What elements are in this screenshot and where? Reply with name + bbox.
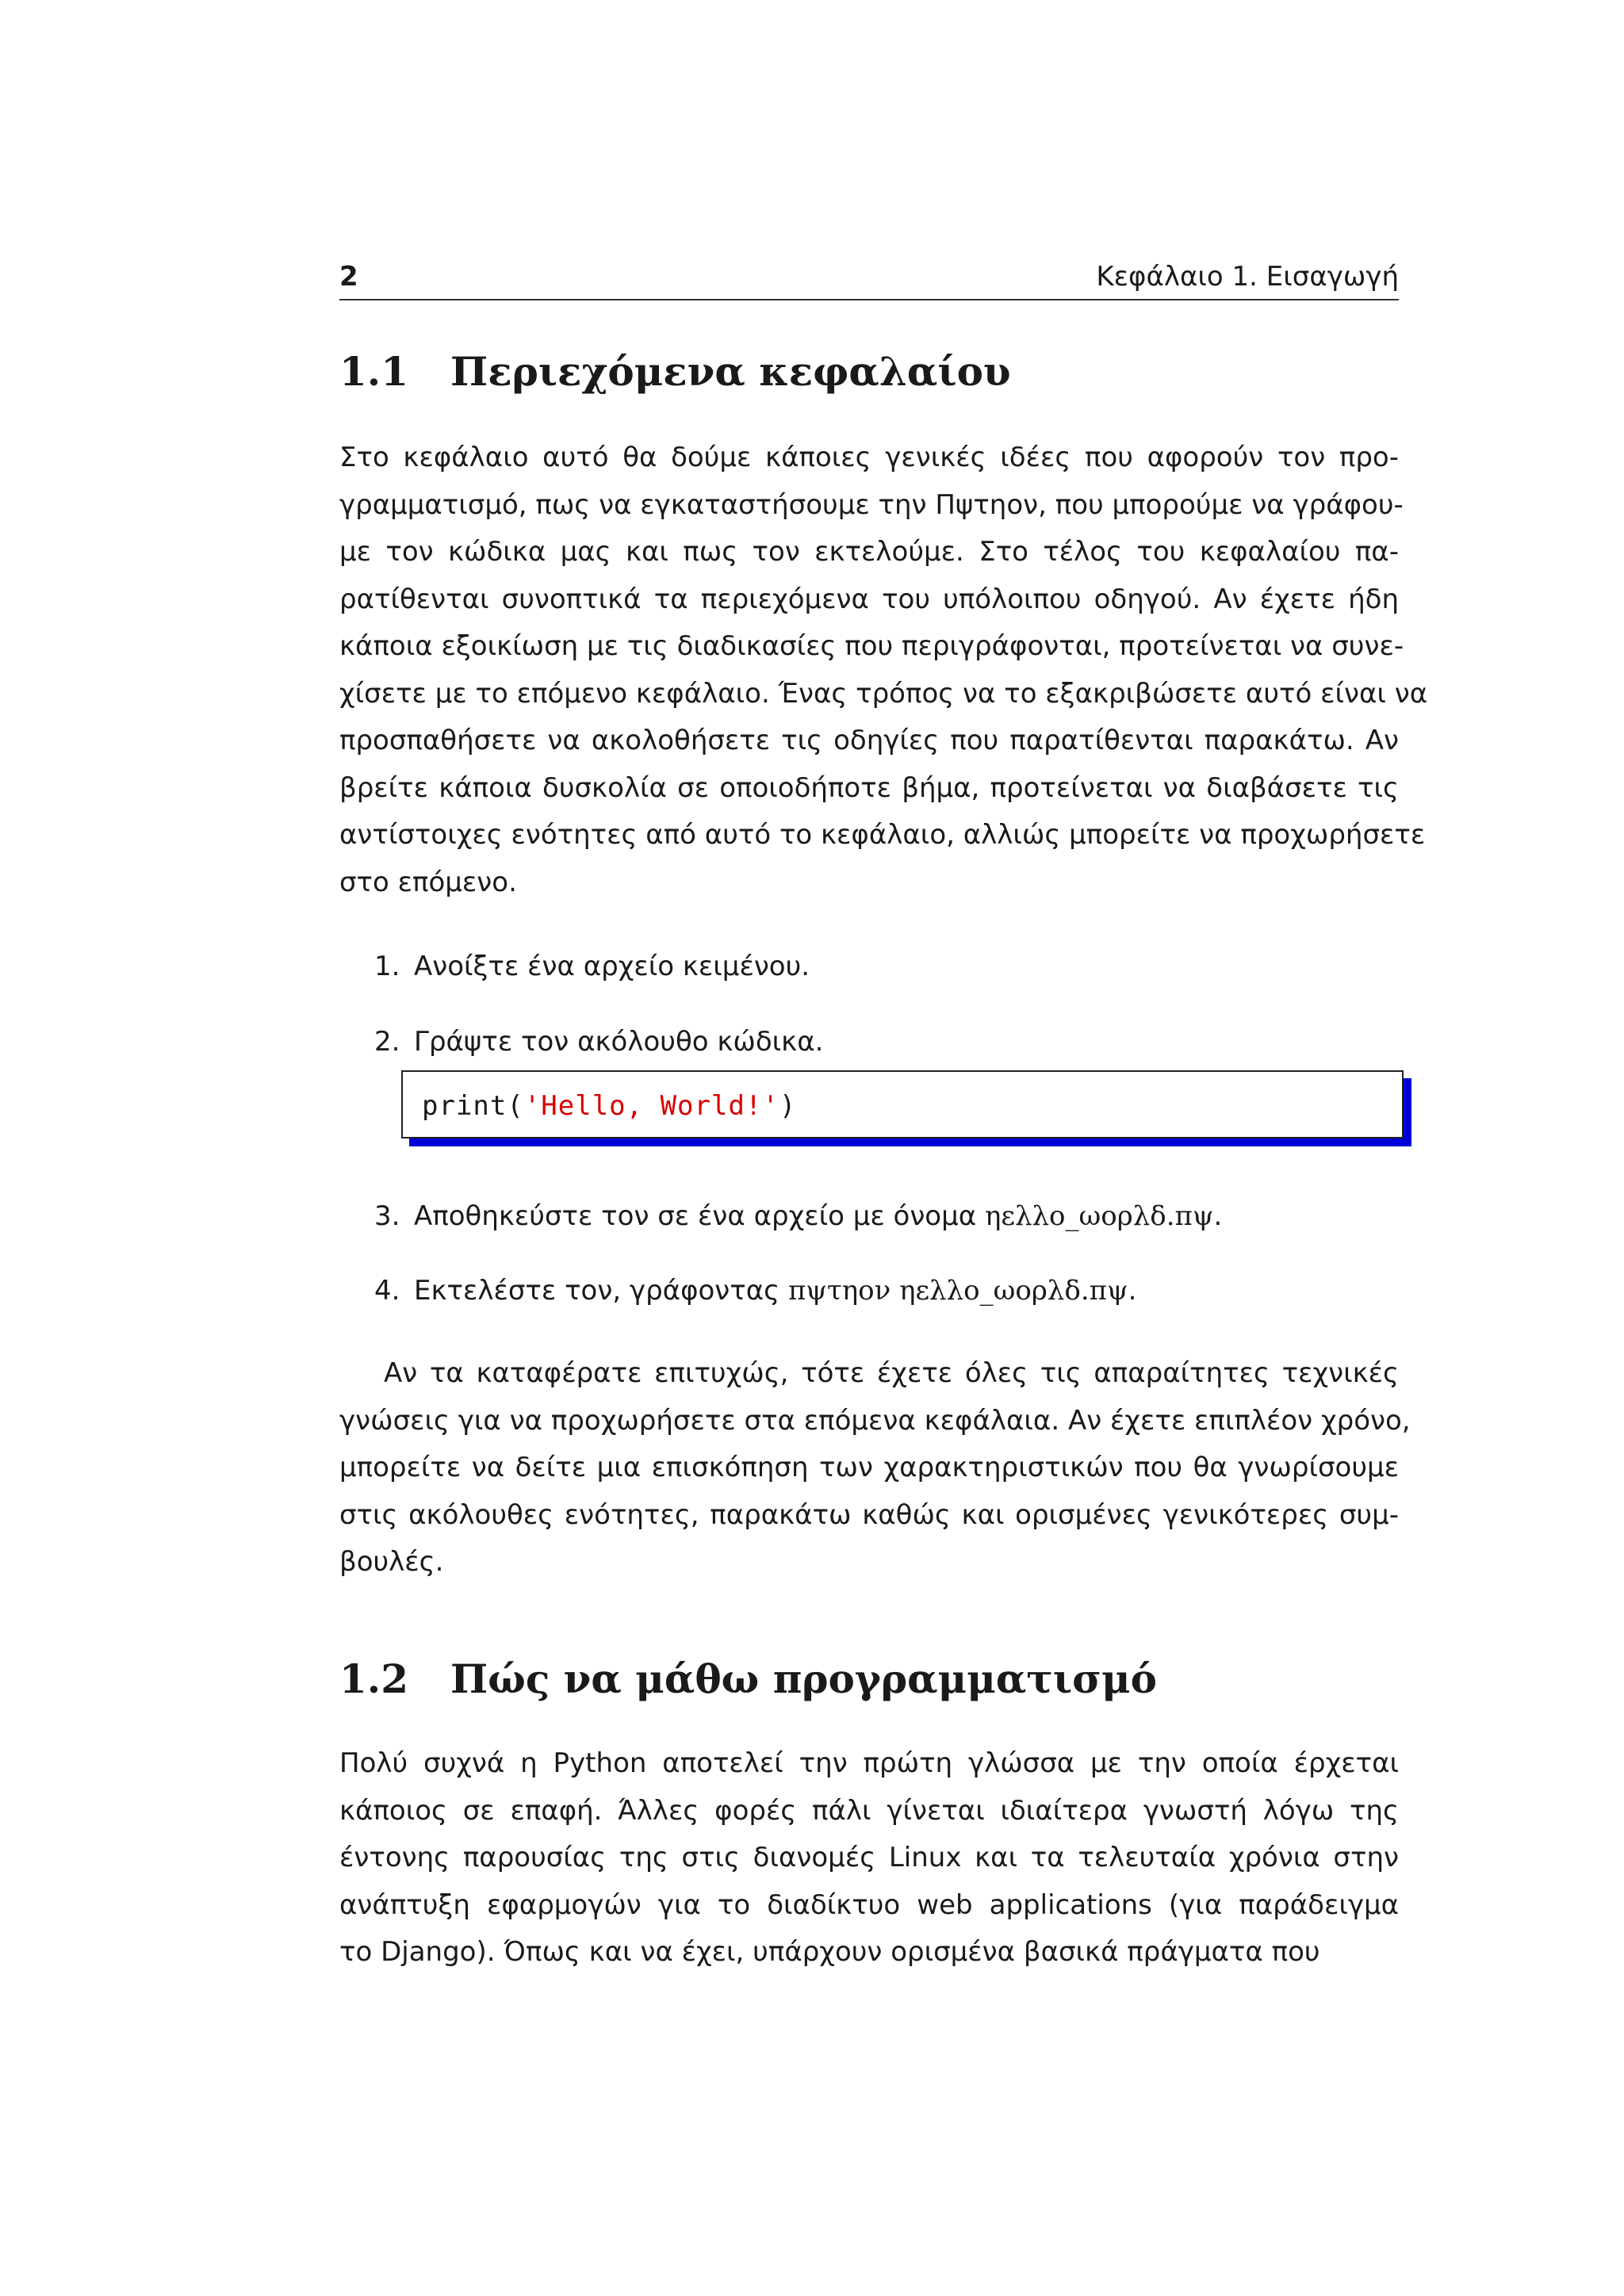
- section2-paragraph: [339, 1740, 1399, 1976]
- section-heading-1-1: [339, 346, 1011, 397]
- text-line: κάποιος σε επαφή. Άλλες φορές πάλι γίνεται ιδιαίτερα γνωστή λόγω της: [339, 1794, 1399, 1827]
- text-line: Αν τα καταφέρατε επιτυχώς, τότε έχετε όλες τις απαραίτητες τεχνικές: [384, 1357, 1399, 1389]
- text-line: ανάπτυξη εφαρμογών για το διαδίκτυο web applications (για παράδειγμα: [339, 1888, 1399, 1921]
- text-line: ρατίθενται συνοπτικά τα περιεχόμενα του υπόλοιπου οδηγού. Αν έχετε ήδη: [339, 583, 1399, 615]
- list-marker: 4.: [374, 1275, 400, 1307]
- text-line: βρείτε κάποια δυσκολία σε οποιοδήποτε βήμα, προτείνεται να διαβάσετε τις: [339, 771, 1399, 804]
- section-number: 1.2: [339, 1655, 408, 1702]
- list-item: [339, 1023, 823, 1061]
- closing-paragraph: [339, 1350, 1411, 1586]
- list-text: Αποθηκεύστε τον σε ένα αρχείο με όνομα: [414, 1200, 985, 1232]
- text-line: βουλές.: [339, 1546, 444, 1578]
- page-number: 2: [339, 261, 358, 293]
- text-line: το Django). Όπως και να έχει, υπάρχουν ορισμένα βασικά πράγματα που: [339, 1936, 1320, 1968]
- text-line: στις ακόλουθες ενότητες, παρακάτω καθώς και ορισμένες γενικότερες συμ-: [339, 1498, 1399, 1531]
- code-suffix: ): [779, 1090, 797, 1122]
- document-page: [339, 0, 1428, 2296]
- inline-code: πψτηον ηελλο_ωορλδ.πψ: [787, 1275, 1128, 1307]
- intro-paragraph: [339, 434, 1428, 906]
- text-line: αντίστοιχες ενότητες από αυτό το κεφάλαιο, αλλιώς μπορείτε να προχωρήσετε: [339, 819, 1426, 851]
- text-line: στο επόμενο.: [339, 866, 517, 898]
- text-line: Στο κεφάλαιο αυτό θα δούμε κάποιες γενικές ιδέες που αφορούν τον προ-: [339, 442, 1399, 473]
- chapter-title: Κεφάλαιο 1. Εισαγωγή: [1096, 261, 1399, 293]
- text-line: προσπαθήσετε να ακολοθήσετε τις οδηγίες που παρατίθενται παρακάτω. Αν: [339, 725, 1399, 756]
- list-item: [339, 947, 810, 985]
- text-line: χίσετε με το επόμενο κεφάλαιο. Ένας τρόπος να το εξακριβώσετε αυτό είναι να: [339, 677, 1428, 710]
- list-marker: 3.: [374, 1200, 400, 1232]
- running-header: [339, 258, 1399, 300]
- list-text-tail: .: [1213, 1200, 1223, 1232]
- text-line: έντονης παρουσίας της στις διανομές Linux και τα τελευταία χρόνια στην: [339, 1842, 1399, 1873]
- code-string: 'Hello, World!': [523, 1090, 779, 1122]
- list-text: Ανοίξτε ένα αρχείο κειμένου.: [414, 951, 810, 982]
- list-marker: 1.: [374, 951, 400, 982]
- list-item: [339, 1272, 1136, 1310]
- text-line: Πολύ συχνά η Python αποτελεί την πρώτη γλώσσα με την οποία έρχεται: [339, 1747, 1399, 1779]
- list-text: Εκτελέστε τον, γράφοντας: [414, 1275, 788, 1307]
- text-line: μπορείτε να δείτε μια επισκόπηση των χαρακτηριστικών που θα γνωρίσουμε: [339, 1452, 1399, 1483]
- list-item: [339, 1197, 1222, 1235]
- list-text-tail: .: [1128, 1275, 1137, 1307]
- section-title: Πώς να μάθω προγραμματισμό: [450, 1655, 1157, 1702]
- list-marker: 2.: [374, 1026, 400, 1058]
- section-number: 1.1: [339, 348, 408, 395]
- text-line: με τον κώδικα μας και πως τον εκτελούμε. Στο τέλος του κεφαλαίου πα-: [339, 536, 1399, 568]
- section-title: Περιεχόμενα κεφαλαίου: [450, 348, 1011, 395]
- section-heading-1-2: [339, 1654, 1157, 1705]
- text-line: γνώσεις για να προχωρήσετε στα επόμενα κεφάλαια. Αν έχετε επιπλέον χρόνο,: [339, 1404, 1411, 1437]
- list-text: Γράψτε τον ακόλουθο κώδικα.: [414, 1026, 824, 1058]
- code-block: [401, 1070, 1404, 1138]
- text-line: γραμματισμό, πως να εγκαταστήσουμε την Πψτηον, που μπορούμε να γράφου-: [339, 488, 1404, 521]
- code-function: print(: [422, 1090, 524, 1122]
- text-line: κάποια εξοικίωση με τις διαδικασίες που περιγράφονται, προτείνεται να συνε-: [339, 630, 1404, 662]
- inline-code: ηελλο_ωορλδ.πψ: [984, 1200, 1214, 1232]
